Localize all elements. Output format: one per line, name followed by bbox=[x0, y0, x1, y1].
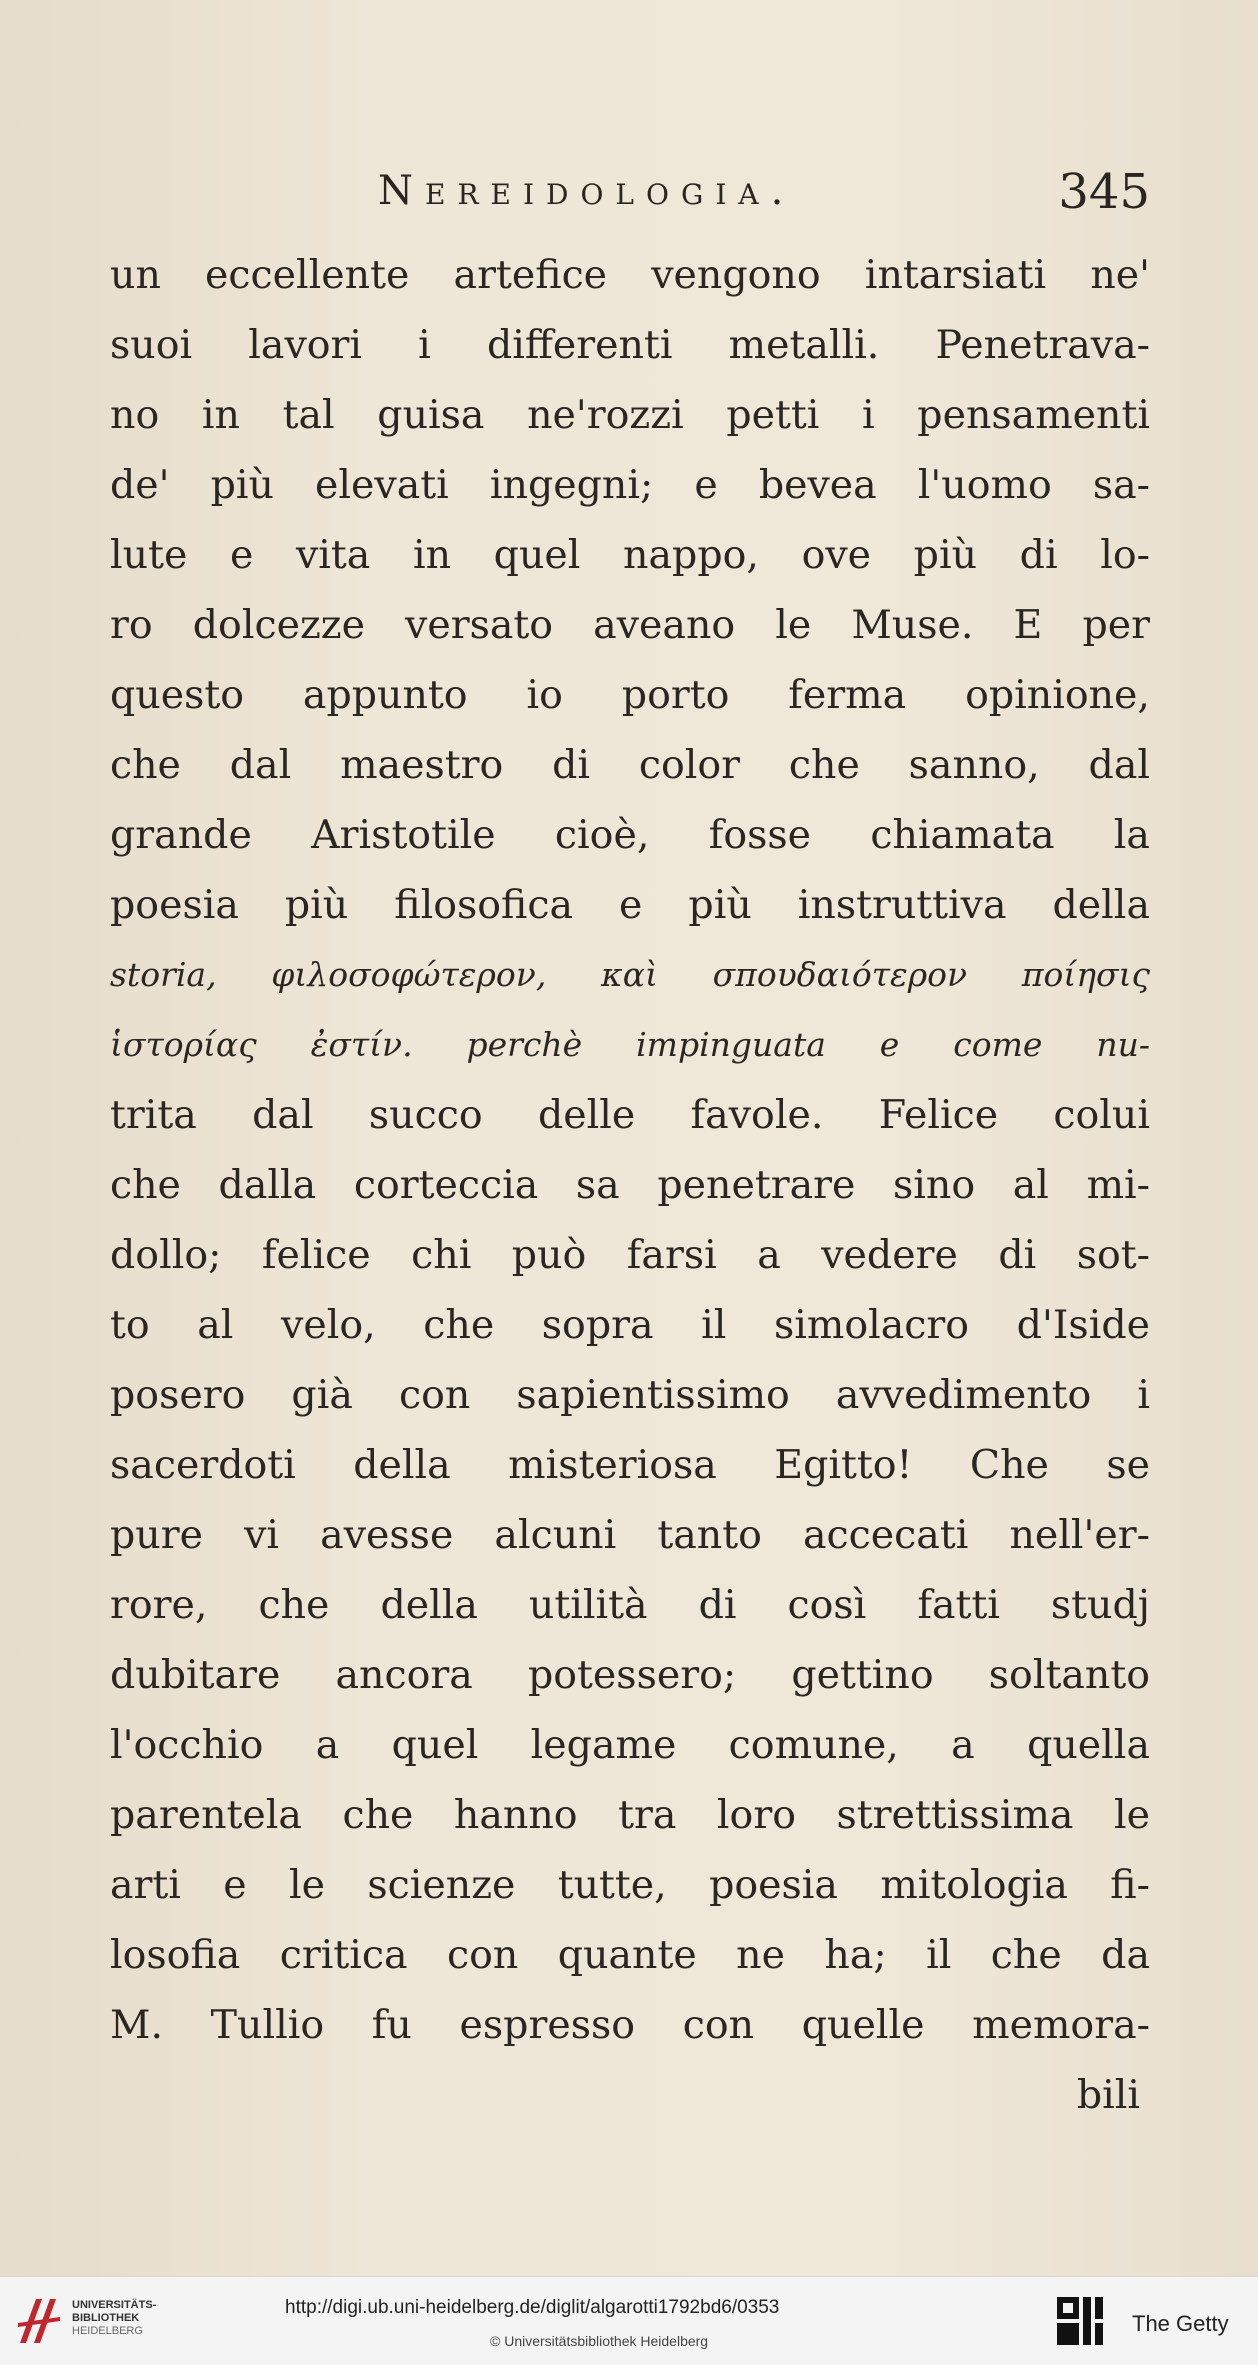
running-title: Nereidologia. bbox=[378, 168, 796, 214]
text-line: rore, che della utilità di così fatti studj bbox=[110, 1582, 1150, 1628]
text-line: l'occhio a quel legame comune, a quella bbox=[110, 1722, 1150, 1768]
text-line: dollo; felice chi può farsi a vedere di sot- bbox=[110, 1232, 1150, 1278]
copyright-notice: © Universitätsbibliothek Heidelberg bbox=[490, 2333, 709, 2349]
text-line: pure vi avesse alcuni tanto accecati nell'er- bbox=[110, 1512, 1150, 1558]
text-line: poesia più filosofica e più instruttiva della bbox=[110, 882, 1150, 928]
text-line: ro dolcezze versato aveano le Muse. E per bbox=[110, 602, 1150, 648]
body-text bbox=[110, 240, 1150, 2130]
text-line: che dal maestro di color che sanno, dal bbox=[110, 742, 1150, 788]
text-line: parentela che hanno tra loro strettissima le bbox=[110, 1792, 1150, 1838]
library-name-line: HEIDELBERG bbox=[72, 2325, 143, 2337]
getty-logo-icon bbox=[1055, 2293, 1107, 2349]
page-number: 345 bbox=[1058, 164, 1150, 220]
text-line: suoi lavori i differenti metalli. Penetrava- bbox=[110, 322, 1150, 368]
text-line: to al velo, che sopra il simolacro d'Iside bbox=[110, 1302, 1150, 1348]
text-line: de' più elevati ingegni; e bevea l'uomo sa- bbox=[110, 462, 1150, 508]
viewer-footer bbox=[0, 2276, 1258, 2365]
library-name bbox=[72, 2299, 156, 2338]
running-head bbox=[110, 160, 1150, 230]
text-line-greek: ἱστορίας ἐστίν. perchè impinguata e come nu- bbox=[110, 1025, 1150, 1064]
text-line: trita dal succo delle favole. Felice colui bbox=[110, 1092, 1150, 1138]
catchword: bili bbox=[1076, 2072, 1140, 2118]
text-line: lute e vita in quel nappo, ove più di lo- bbox=[110, 532, 1150, 578]
library-name-line: BIBLIOTHEK bbox=[72, 2312, 140, 2324]
text-line: questo appunto io porto ferma opinione, bbox=[110, 672, 1150, 718]
text-line: un eccellente artefice vengono intarsiati ne' bbox=[110, 252, 1150, 298]
text-line: sacerdoti della misteriosa Egitto! Che se bbox=[110, 1442, 1150, 1488]
text-line: M. Tullio fu espresso con quelle memora- bbox=[110, 2002, 1150, 2048]
text-line: che dalla corteccia sa penetrare sino al mi- bbox=[110, 1162, 1150, 1208]
library-name-line: UNIVERSITÄTS- bbox=[72, 2299, 157, 2311]
text-line: grande Aristotile cioè, fosse chiamata la bbox=[110, 812, 1150, 858]
text-line: no in tal guisa ne'rozzi petti i pensamenti bbox=[110, 392, 1150, 438]
text-line-greek: storia, φιλοσοφώτερον, καὶ σπουδαιότερον ποίησις bbox=[110, 955, 1150, 994]
text-line: dubitare ancora potessero; gettino soltanto bbox=[110, 1652, 1150, 1698]
text-line: losofia critica con quante ne ha; il che da bbox=[110, 1932, 1150, 1978]
permalink-url[interactable]: http://digi.ub.uni-heidelberg.de/diglit/algarotti1792bd6/0353 bbox=[285, 2297, 780, 2318]
university-library-logo-icon bbox=[14, 2293, 64, 2349]
getty-label: The Getty bbox=[1132, 2311, 1229, 2336]
text-line: posero già con sapientissimo avvedimento i bbox=[110, 1372, 1150, 1418]
text-line: arti e le scienze tutte, poesia mitologia fi- bbox=[110, 1862, 1150, 1908]
